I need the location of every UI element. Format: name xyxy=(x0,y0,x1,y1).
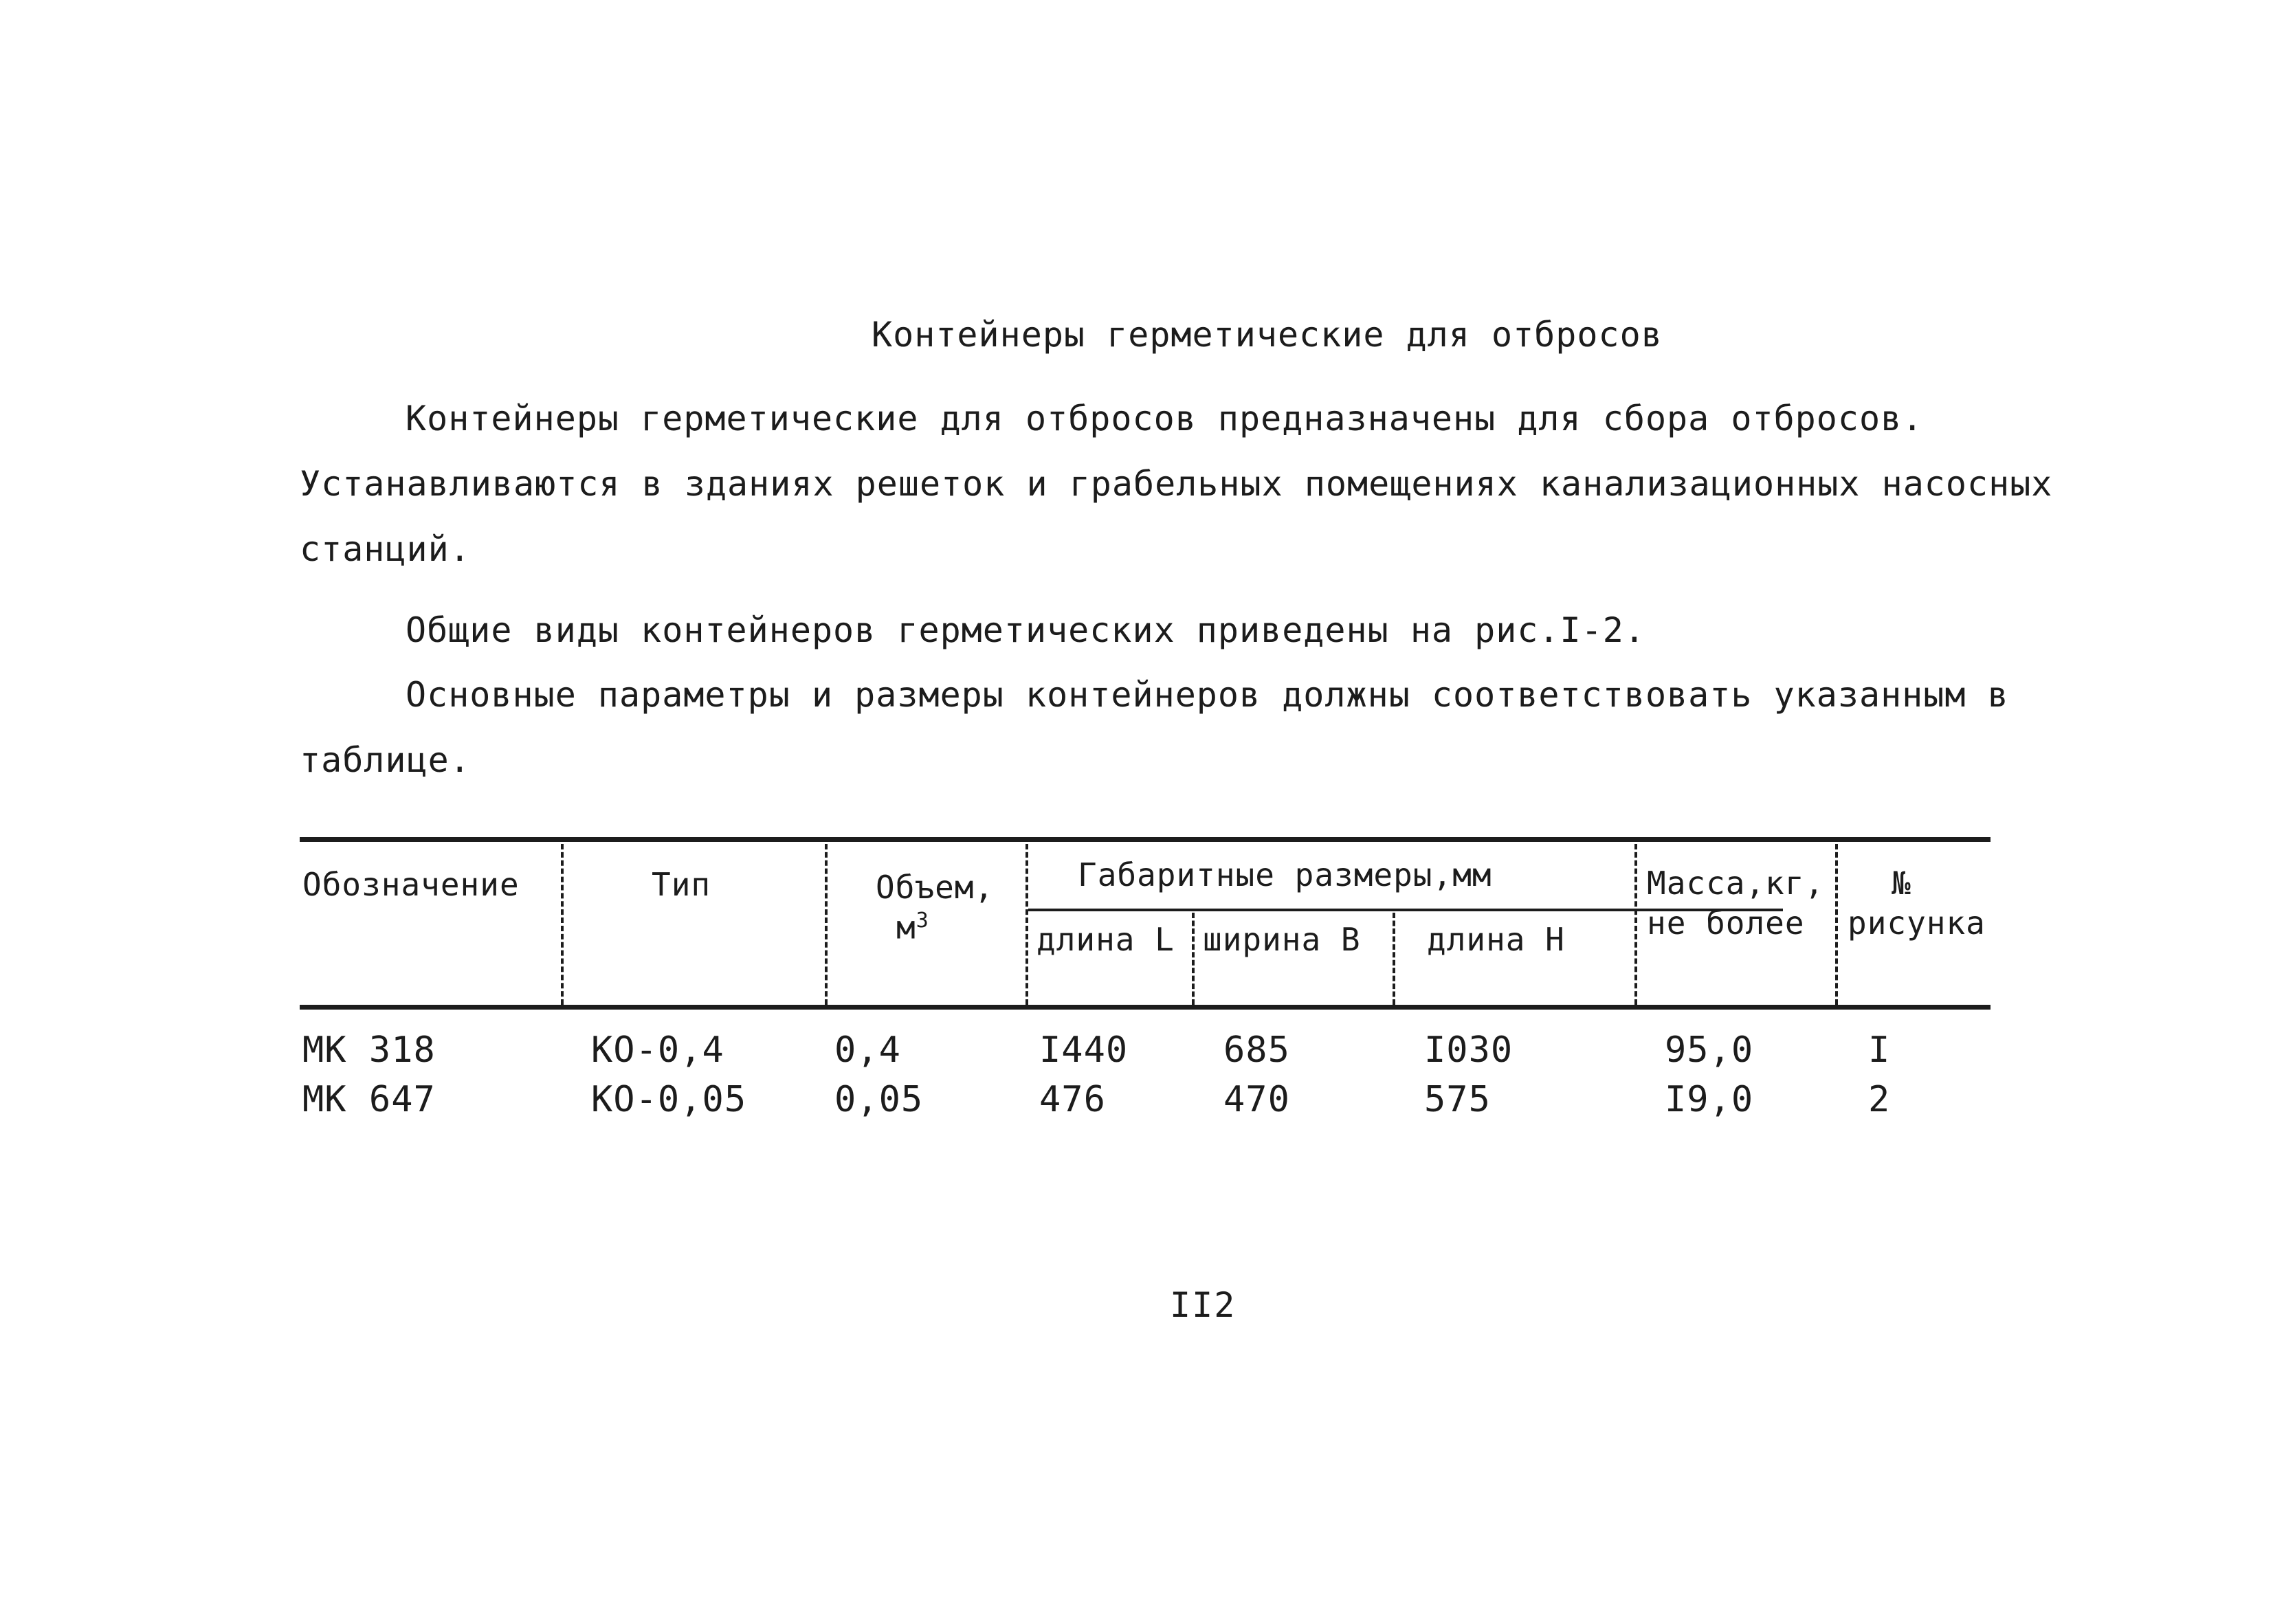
parameters-table xyxy=(300,837,1991,1133)
table-header-rule xyxy=(300,1005,1991,1010)
header-dimensions: Габаритные размеры,мм xyxy=(1078,856,1492,893)
row-2-length-h: 575 xyxy=(1424,1079,1491,1120)
volume-unit-text: м xyxy=(896,909,916,946)
row-2-designation: МК 647 xyxy=(302,1079,436,1120)
paragraph-2-line-1: Общие виды контейнеров герметических приведены на рис.I-2. xyxy=(406,610,1645,650)
row-1-designation: МК 318 xyxy=(302,1030,436,1071)
row-1-length-l: I440 xyxy=(1039,1030,1129,1071)
row-2-type: КО-0,05 xyxy=(591,1079,747,1120)
header-mass-line-1: Масса,кг, xyxy=(1647,865,1825,902)
row-1-volume: 0,4 xyxy=(834,1030,901,1071)
column-divider xyxy=(1634,844,1637,1005)
page-number: II2 xyxy=(1170,1285,1237,1325)
row-2-width-b: 470 xyxy=(1223,1079,1290,1120)
row-1-length-h: I030 xyxy=(1424,1030,1514,1071)
row-1-mass: 95,0 xyxy=(1665,1030,1754,1071)
paragraph-3-line-2: таблице. xyxy=(300,740,471,780)
header-length-l: длина L xyxy=(1036,921,1175,958)
header-length-h: длина Н xyxy=(1427,921,1565,958)
header-type: Тип xyxy=(652,866,711,903)
header-volume: Объем, xyxy=(876,869,995,906)
column-divider xyxy=(825,844,828,1005)
header-width-b: ширина В xyxy=(1203,921,1361,958)
volume-unit-superscript: 3 xyxy=(916,909,929,933)
header-designation: Обозначение xyxy=(302,866,520,903)
column-divider xyxy=(1835,844,1838,1005)
header-figure-line-2: рисунка xyxy=(1848,904,1986,942)
column-divider xyxy=(1393,913,1395,1005)
header-mass-line-2: не более xyxy=(1647,904,1805,942)
document-title: Контейнеры герметические для отбросов xyxy=(872,315,1663,355)
header-volume-unit xyxy=(896,909,929,946)
row-1-width-b: 685 xyxy=(1223,1030,1290,1071)
column-divider xyxy=(1025,844,1028,1005)
row-2-figure: 2 xyxy=(1868,1079,1891,1120)
row-1-figure: I xyxy=(1868,1030,1891,1071)
row-1-type: КО-0,4 xyxy=(591,1030,724,1071)
paragraph-1-line-3: станций. xyxy=(300,529,471,569)
row-2-mass: I9,0 xyxy=(1665,1079,1754,1120)
column-divider xyxy=(1192,913,1195,1005)
paragraph-1-line-1: Контейнеры герметические для отбросов предназначены для сбора отбросов. xyxy=(406,399,1924,438)
paragraph-3-line-1: Основные параметры и размеры контейнеров должны соответствовать указанным в xyxy=(406,675,2009,715)
column-divider xyxy=(561,844,564,1005)
row-2-volume: 0,05 xyxy=(834,1079,924,1120)
header-figure-line-1: № xyxy=(1892,865,1911,902)
paragraph-1-line-2: Устанавливаются в зданиях решеток и грабельных помещениях канализационных насосных xyxy=(300,464,2053,504)
row-2-length-l: 476 xyxy=(1039,1079,1106,1120)
table-top-rule xyxy=(300,837,1991,842)
